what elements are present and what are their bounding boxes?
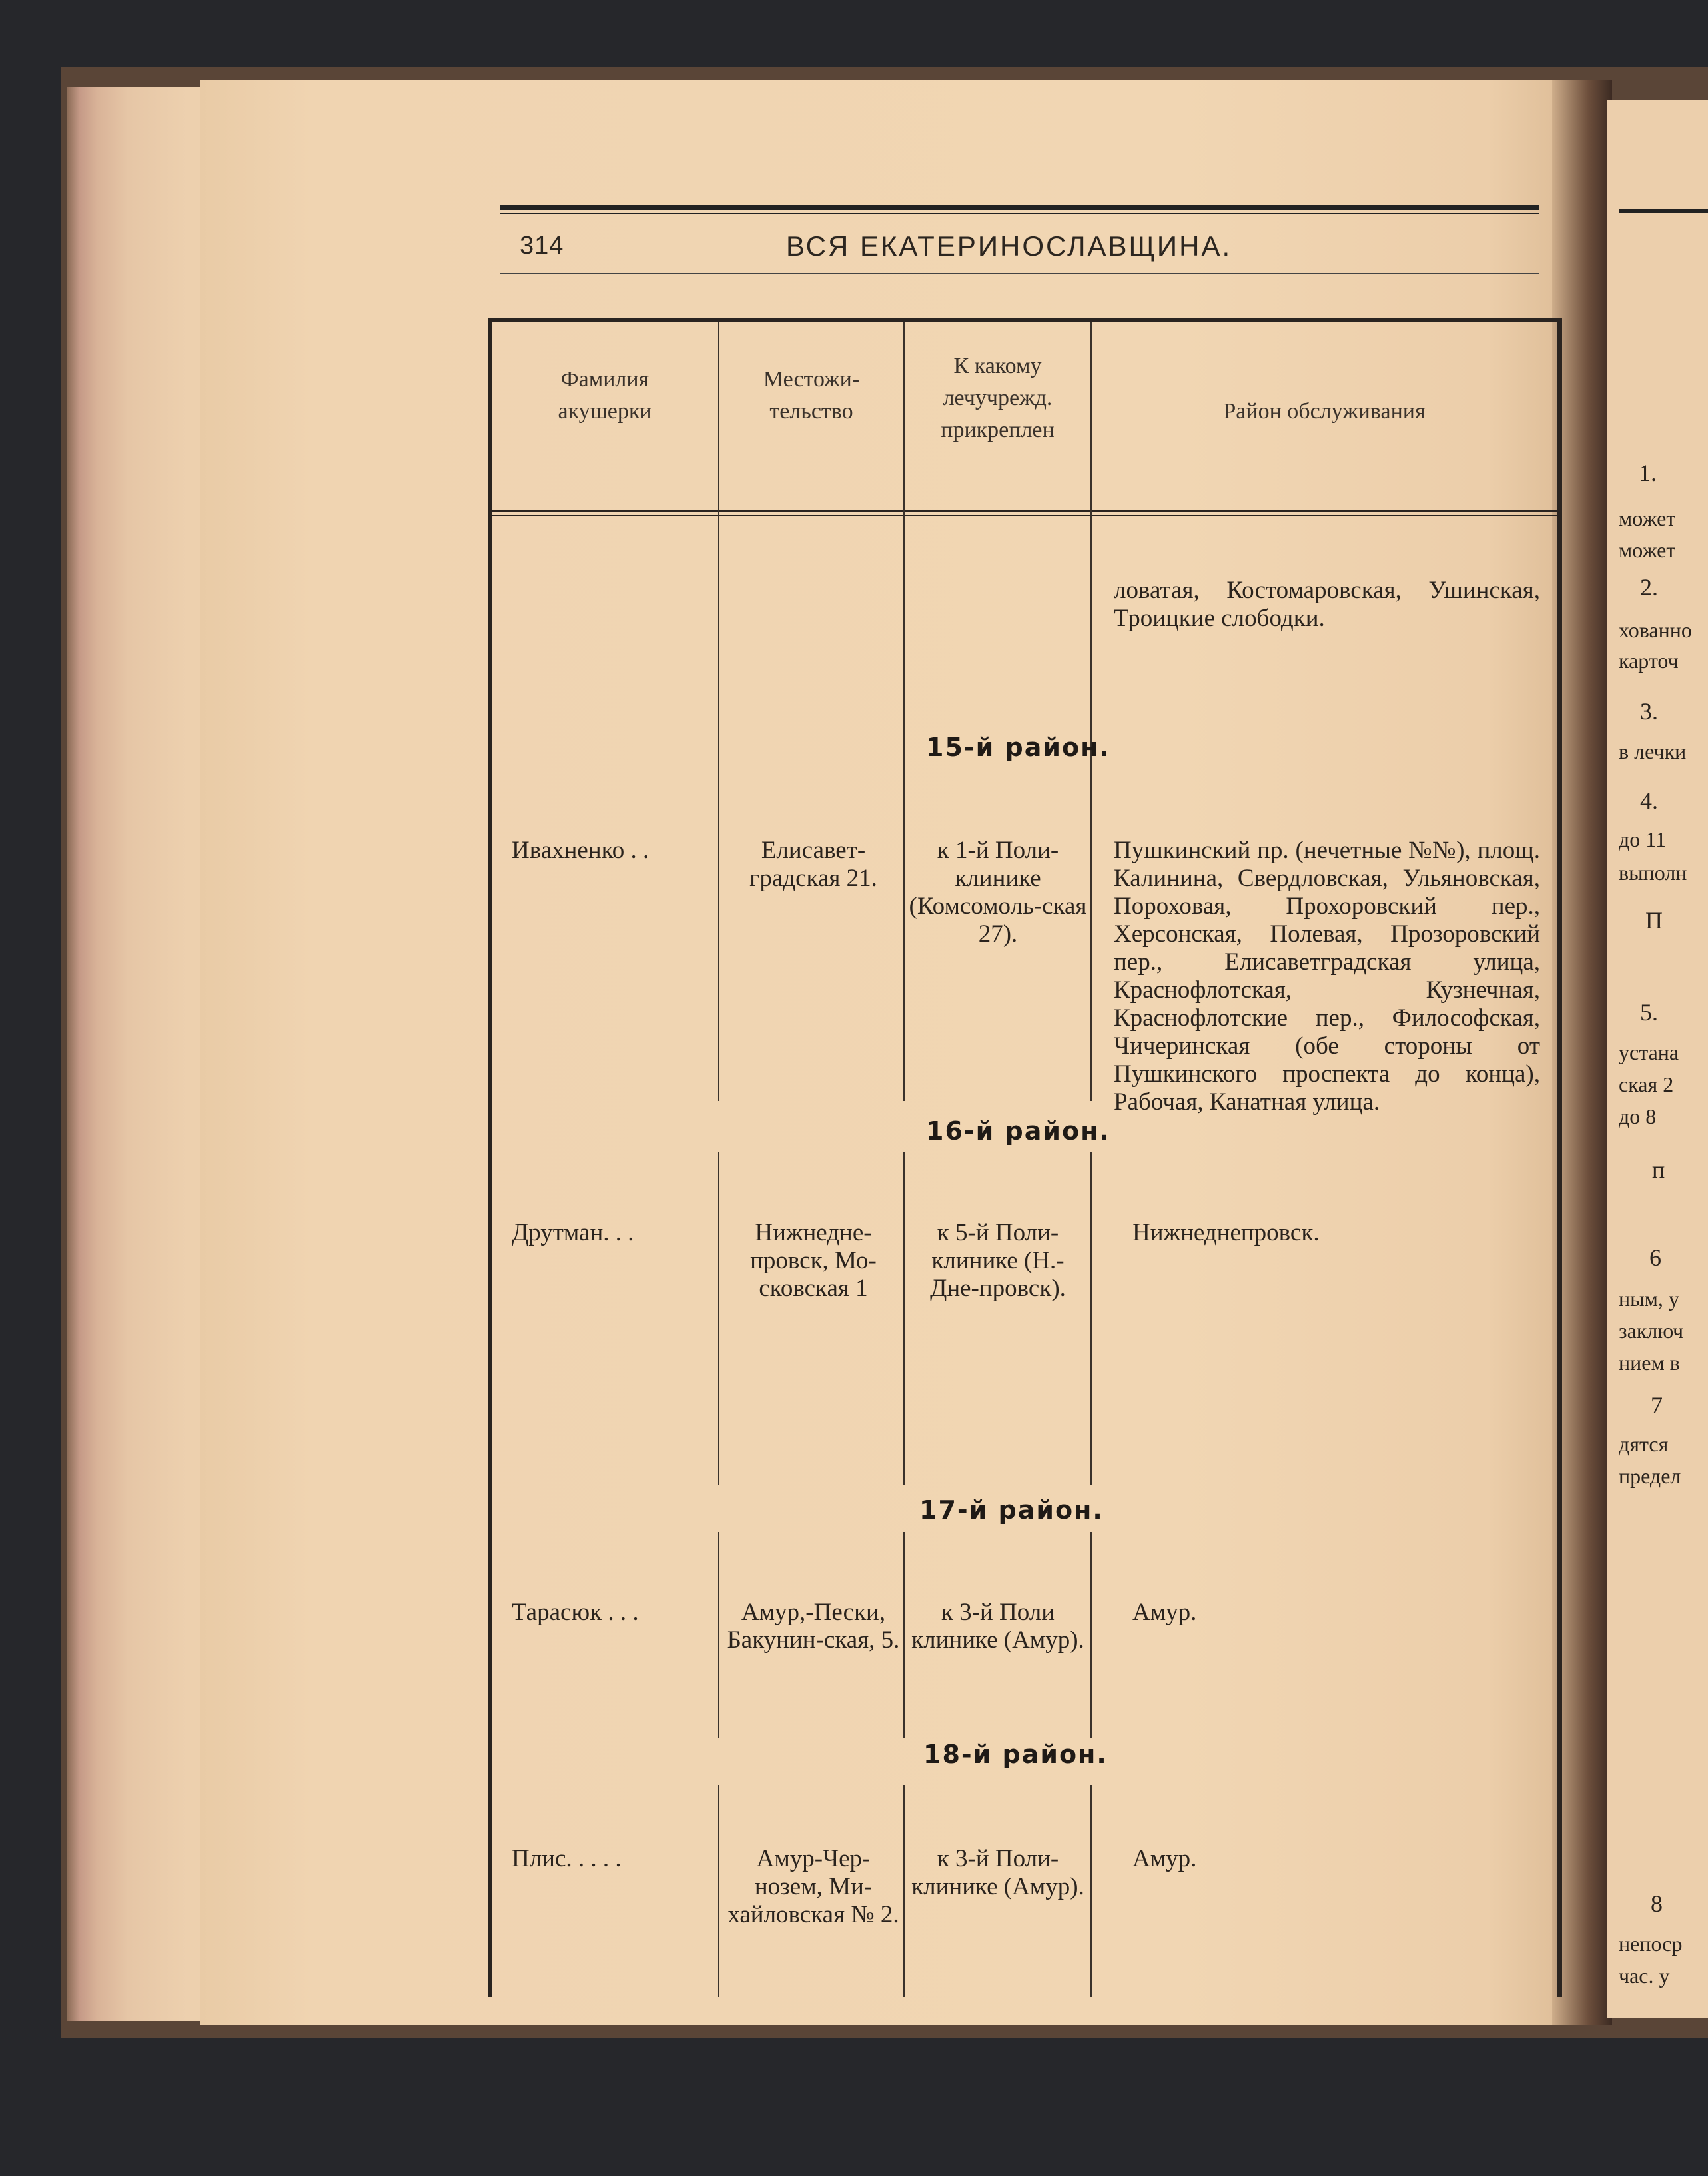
assigned-institution: к 1-й Поли-клинике (Комсомоль-ская 27). — [909, 837, 1087, 948]
column-divider — [1090, 1532, 1092, 1738]
right-fragment: может — [1619, 506, 1676, 530]
header-rule-thin — [500, 213, 1539, 214]
midwife-name: Ивахненко . . — [512, 837, 649, 864]
midwife-name: Тарасюк . . . — [512, 1599, 639, 1626]
assigned-institution: к 5-й Поли-клинике (Н.-Дне-провск). — [930, 1219, 1066, 1302]
right-fragment: 5. — [1640, 999, 1658, 1026]
right-fragment: час. у — [1619, 1964, 1670, 1988]
column-divider — [718, 322, 719, 1101]
right-fragment: выполн — [1619, 861, 1687, 885]
midwife-residence: Амур-Чер-нозем, Ми-хайловская № 2. — [727, 1845, 899, 1928]
column-divider — [1090, 322, 1092, 1101]
right-fragment: нием в — [1619, 1351, 1680, 1375]
table-right-border — [1557, 318, 1562, 1997]
service-area: Амур. — [1132, 1845, 1197, 1872]
assigned-institution: к 3-й Поли-клинике (Амур). — [911, 1845, 1084, 1900]
midwife-residence: Нижнедне-провск, Мо-сковская 1 — [750, 1219, 877, 1302]
page-number: 314 — [520, 232, 564, 260]
column-header-service-area: Район обслуживания — [1223, 399, 1426, 424]
column-divider — [718, 1532, 719, 1738]
right-fragment: 2. — [1640, 574, 1658, 601]
district-heading-17: 17-й район. — [919, 1495, 1104, 1525]
column-header-midwife: Фамилия акушерки — [558, 367, 652, 424]
midwife-residence: Елисавет-градская 21. — [749, 837, 877, 892]
right-fragment: предел — [1619, 1464, 1681, 1488]
column-divider — [903, 1152, 905, 1485]
right-fragment: 8 — [1651, 1890, 1663, 1917]
district-heading-15: 15-й район. — [926, 733, 1110, 762]
table-left-border — [488, 318, 492, 1997]
right-fragment: ская 2 — [1619, 1072, 1674, 1096]
right-fragment: ным, у — [1619, 1287, 1679, 1311]
right-fragment: 7 — [1651, 1392, 1663, 1419]
right-fragment: 3. — [1640, 698, 1658, 725]
column-divider — [903, 322, 905, 1101]
midwife-name: Друтман. . . — [512, 1219, 634, 1246]
running-title-rule — [500, 273, 1539, 274]
right-fragment: п — [1652, 1156, 1665, 1183]
right-fragment: заключ — [1619, 1319, 1684, 1343]
district-heading-18: 18-й район. — [923, 1740, 1108, 1769]
right-fragment: дятся — [1619, 1432, 1669, 1456]
column-header-residence: Местожи- тельство — [763, 367, 860, 424]
right-page-header-rule — [1619, 209, 1708, 213]
header-bottom-rule — [492, 515, 1557, 516]
header-bottom-rule — [492, 510, 1557, 512]
right-fragment: может — [1619, 538, 1676, 562]
district-heading-16: 16-й район. — [926, 1116, 1110, 1146]
right-fragment: 1. — [1639, 460, 1657, 486]
right-fragment: до 11 — [1619, 827, 1667, 851]
service-area: Нижнеднепровск. — [1132, 1219, 1320, 1246]
continuation-text: ловатая, Костомаровская, Ушинская, Троицкие слободки. — [1114, 577, 1540, 632]
column-divider — [718, 1785, 719, 1997]
right-fragment: карточ — [1619, 649, 1679, 673]
header-rule-thick — [500, 205, 1539, 210]
right-fragment: П — [1645, 907, 1663, 934]
running-title: ВСЯ ЕКАТЕРИНОСЛАВЩИНА. — [786, 230, 1232, 262]
column-divider — [903, 1532, 905, 1738]
right-fragment: непоср — [1619, 1932, 1683, 1956]
right-fragment: в лечки — [1619, 739, 1687, 763]
midwife-name: Плис. . . . . — [512, 1845, 622, 1872]
table-top-border — [488, 318, 1561, 322]
column-divider — [1090, 1152, 1092, 1485]
column-divider — [1090, 1785, 1092, 1997]
service-area: Пушкинский пр. (нечетные №№), площ. Калинина, Свердловская, Ульяновская, Пороховая, Прохоровский пер., Херсонская, Полевая, Прозоровский пер., Елисаветградская улица, Краснофлотская, Кузнечная, Краснофлотские пер., Философская, Чичеринская (обе стороны от Пушкинского проспекта до конца), Рабочая, Канатная улица. — [1114, 837, 1540, 1116]
service-area: Амур. — [1132, 1599, 1197, 1626]
right-fragment: устана — [1619, 1040, 1679, 1064]
right-fragment: хованно — [1619, 618, 1692, 642]
midwife-residence: Амур,-Пески, Бакунин-ская, 5. — [727, 1599, 900, 1654]
right-fragment: 4. — [1640, 787, 1658, 814]
column-divider — [903, 1785, 905, 1997]
column-divider — [718, 1152, 719, 1485]
right-fragment: до 8 — [1619, 1104, 1657, 1128]
right-fragment: 6 — [1649, 1244, 1661, 1271]
assigned-institution: к 3-й Поли клинике (Амур). — [911, 1599, 1084, 1654]
column-header-institution: К какому лечучрежд. прикреплен — [941, 354, 1055, 442]
